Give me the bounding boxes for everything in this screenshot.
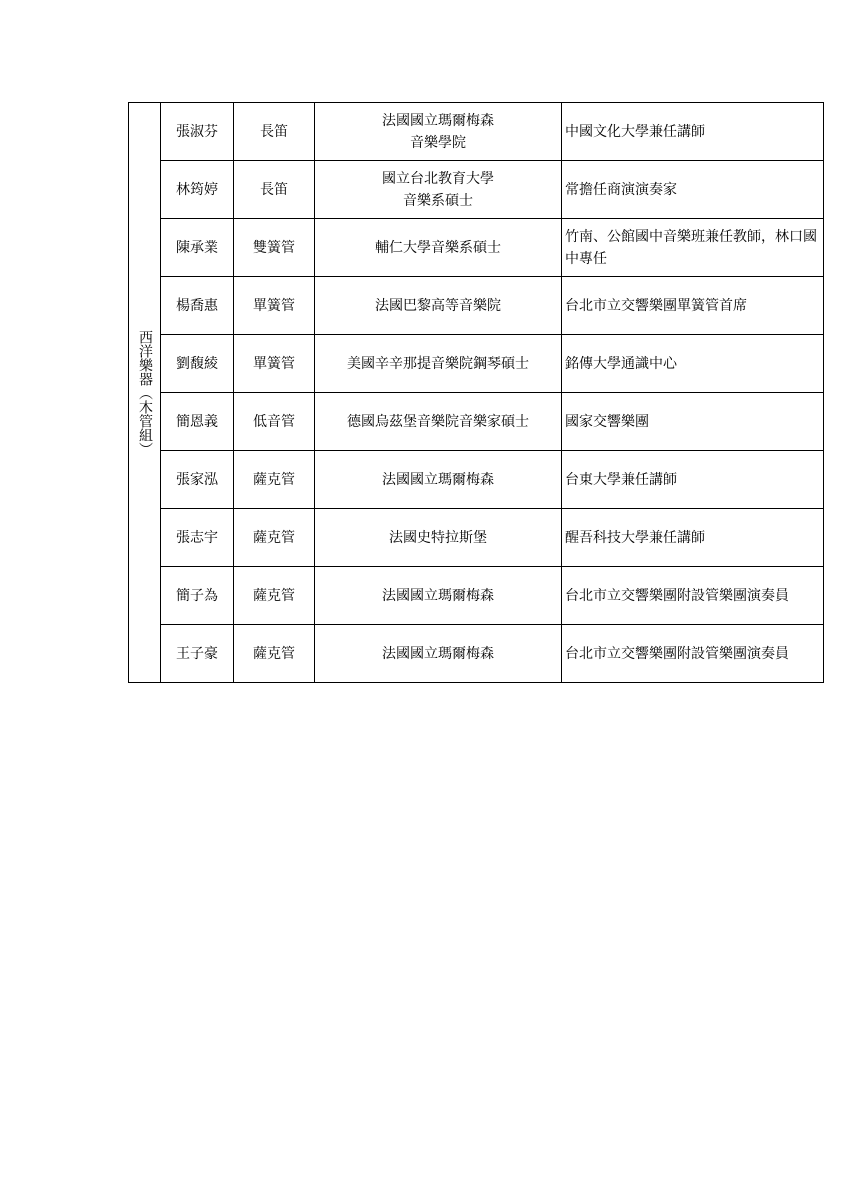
instrument-cell: 長笛 [234,103,315,161]
instrument-cell: 薩克管 [234,625,315,683]
current-position-cell: 台北市立交響樂團單簧管首席 [562,277,824,335]
current-position-cell: 銘傳大學通識中心 [562,335,824,393]
instrument-cell: 低音管 [234,393,315,451]
teacher-name-cell: 簡恩義 [161,393,234,451]
education-cell [315,625,562,683]
education-line: 美國辛辛那提音樂院鋼琴碩士 [347,355,529,372]
current-position-cell: 國家交響樂團 [562,393,824,451]
instrument-cell: 雙簧管 [234,219,315,277]
instrument-cell: 薩克管 [234,451,315,509]
faculty-table-body [129,103,824,683]
table-row [129,451,824,509]
education-line: 法國國立瑪爾梅森 [382,471,494,488]
current-position-cell: 台東大學兼任講師 [562,451,824,509]
teacher-name-cell: 楊喬惠 [161,277,234,335]
education-cell [315,277,562,335]
education-cell [315,161,562,219]
teacher-name-cell: 張淑芬 [161,103,234,161]
table-row [129,335,824,393]
current-position-cell: 中國文化大學兼任講師 [562,103,824,161]
education-cell [315,219,562,277]
teacher-name-cell: 張家泓 [161,451,234,509]
education-cell [315,393,562,451]
group-label-cell: 西洋樂器（木管組） [129,103,161,683]
education-cell [315,509,562,567]
teacher-name-cell: 林筠婷 [161,161,234,219]
table-row [129,103,824,161]
table-row [129,277,824,335]
table-row [129,567,824,625]
instrument-cell: 長笛 [234,161,315,219]
instrument-cell: 單簧管 [234,277,315,335]
current-position-cell: 台北市立交響樂團附設管樂團演奏員 [562,625,824,683]
education-line: 法國史特拉斯堡 [389,529,487,546]
education-cell [315,335,562,393]
teacher-name-cell: 王子豪 [161,625,234,683]
education-line: 音樂系碩士 [403,192,473,209]
faculty-table [128,102,824,683]
teacher-name-cell: 簡子為 [161,567,234,625]
education-line: 德國烏茲堡音樂院音樂家碩士 [347,413,529,430]
education-cell [315,103,562,161]
education-line: 法國國立瑪爾梅森 [382,587,494,604]
current-position-cell: 常擔任商演演奏家 [562,161,824,219]
instrument-cell: 薩克管 [234,567,315,625]
education-cell [315,451,562,509]
table-row [129,161,824,219]
education-line: 法國巴黎高等音樂院 [375,297,501,314]
instrument-cell: 單簧管 [234,335,315,393]
current-position-cell: 竹南、公館國中音樂班兼任教師，林口國中專任 [562,219,824,277]
table-row [129,219,824,277]
education-line: 音樂學院 [410,134,466,151]
teacher-name-cell: 張志宇 [161,509,234,567]
education-line: 法國國立瑪爾梅森 [382,112,494,129]
education-line: 輔仁大學音樂系碩士 [375,239,501,256]
instrument-cell: 薩克管 [234,509,315,567]
table-row [129,625,824,683]
table-row [129,509,824,567]
table-row [129,393,824,451]
teacher-name-cell: 陳承業 [161,219,234,277]
education-line: 國立台北教育大學 [382,170,494,187]
education-cell [315,567,562,625]
current-position-cell: 醒吾科技大學兼任講師 [562,509,824,567]
current-position-cell: 台北市立交響樂團附設管樂團演奏員 [562,567,824,625]
education-line: 法國國立瑪爾梅森 [382,645,494,662]
teacher-name-cell: 劉馥綾 [161,335,234,393]
